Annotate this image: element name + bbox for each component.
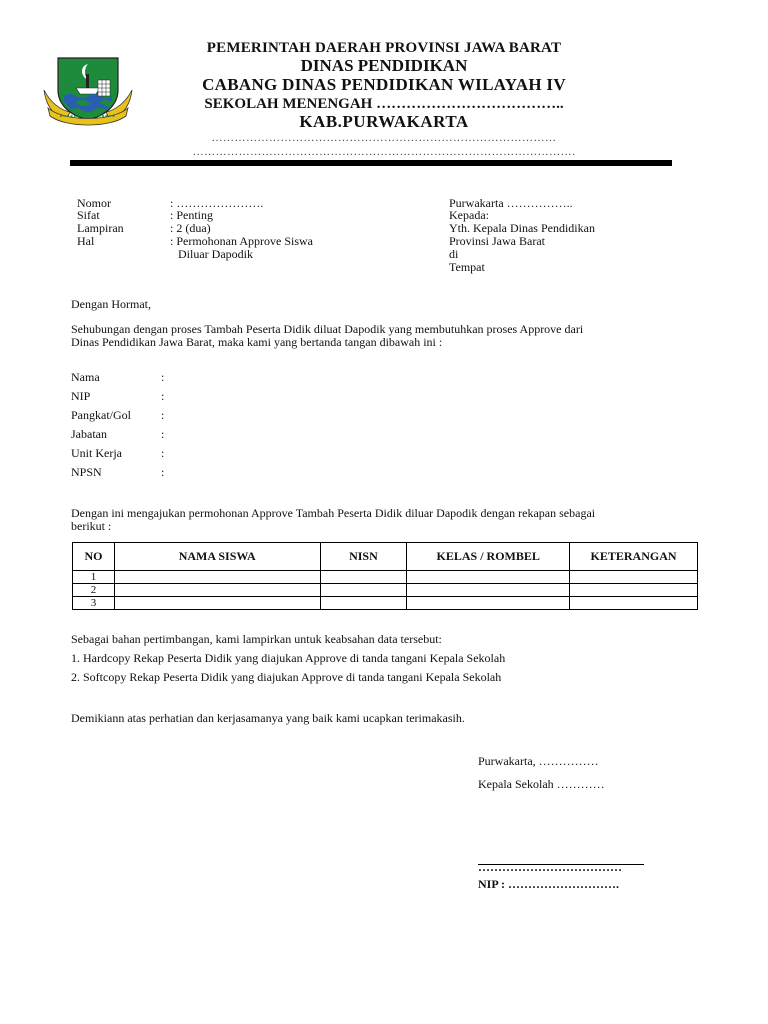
attachment-item-2: 2. Softcopy Rekap Peserta Didik yang diajukan Approve di tanda tangani Kepala Sekolah <box>71 670 502 684</box>
cell-nisn <box>320 571 407 584</box>
signature-title: Kepala Sekolah ………… <box>478 777 605 791</box>
table-header-keterangan: KETERANGAN <box>570 543 698 571</box>
sifat-value: : Penting <box>170 208 214 222</box>
field-colon: : <box>161 446 165 460</box>
field-label-unit-kerja: Unit Kerja <box>71 446 122 460</box>
attachment-item-1: 1. Hardcopy Rekap Peserta Didik yang diajukan Approve di tanda tangani Kepala Sekolah <box>71 651 506 665</box>
recipient-tempat: Tempat <box>449 260 485 274</box>
table-header-no: NO <box>73 543 115 571</box>
cell-nisn <box>320 597 407 610</box>
signature-underline <box>478 864 644 865</box>
row-number: 1 <box>73 571 115 584</box>
attachment-intro: Sebagai bahan pertimbangan, kami lampirkan untuk keabsahan data tersebut: <box>71 632 442 646</box>
cell-nama <box>114 584 320 597</box>
hal-label: Hal <box>77 234 95 248</box>
cell-keterangan <box>570 584 698 597</box>
field-colon: : <box>161 408 165 422</box>
recipient-di: di <box>449 247 459 261</box>
intro-paragraph-line1: Sehubungan dengan proses Tambah Peserta Didik diluat Dapodik yang membutuhkan proses Approve dari <box>71 322 584 336</box>
row-number: 2 <box>73 584 115 597</box>
signature-nip: NIP : ………………………. <box>478 877 619 891</box>
row-number: 3 <box>73 597 115 610</box>
sifat-label: Sifat <box>77 208 100 222</box>
hal-value-continued: Diluar Dapodik <box>178 247 253 261</box>
letterhead-divider <box>70 160 672 166</box>
signature-name-line: ……………………………… <box>478 860 622 874</box>
letterhead-branch: CABANG DINAS PENDIDIKAN WILAYAH IV <box>202 75 566 94</box>
cell-nama <box>114 571 320 584</box>
table-header-nama-siswa: NAMA SISWA <box>114 543 320 571</box>
letterhead-government: PEMERINTAH DAERAH PROVINSI JAWA BARAT <box>206 40 562 56</box>
table-header-kelas-rombel: KELAS / ROMBEL <box>407 543 570 571</box>
nomor-value: : …………………. <box>170 196 264 210</box>
signature-place-date: Purwakarta, …………… <box>478 754 599 768</box>
request-paragraph-line1: Dengan ini mengajukan permohonan Approve Tambah Peserta Didik diluar Dapodik dengan rekapan sebagai <box>71 506 596 520</box>
letterhead-school: SEKOLAH MENENGAH ……………………………….. <box>204 96 564 112</box>
field-label-nama: Nama <box>71 370 100 384</box>
lampiran-label: Lampiran <box>77 221 124 235</box>
cell-keterangan <box>570 597 698 610</box>
greeting: Dengan Hormat, <box>71 297 151 311</box>
field-colon: : <box>161 389 165 403</box>
cell-nisn <box>320 584 407 597</box>
field-label-jabatan: Jabatan <box>71 427 107 441</box>
table-row <box>73 597 698 610</box>
field-colon: : <box>161 427 165 441</box>
cell-keterangan <box>570 571 698 584</box>
table-row <box>73 571 698 584</box>
table-header-row <box>73 543 698 571</box>
field-colon: : <box>161 370 165 384</box>
recipient-kepada: Kepada: <box>449 208 489 222</box>
lampiran-value: : 2 (dua) <box>170 221 211 235</box>
cell-kelas <box>407 584 570 597</box>
cell-kelas <box>407 571 570 584</box>
recipient-province: Provinsi Jawa Barat <box>449 234 545 248</box>
field-label-npsn: NPSN <box>71 465 102 479</box>
student-table <box>72 542 698 610</box>
field-label-nip: NIP <box>71 389 91 403</box>
field-label-pangkat: Pangkat/Gol <box>71 408 131 422</box>
request-paragraph-line2: berikut : <box>71 519 112 533</box>
letterhead-contact-line: ………………………………………………………………………………………. <box>192 146 576 158</box>
intro-paragraph-line2: Dinas Pendidikan Jawa Barat, maka kami yang bertanda tangan dibawah ini : <box>71 335 443 349</box>
recipient-name: Yth. Kepala Dinas Pendidikan <box>449 221 595 235</box>
hal-value: : Permohonan Approve Siswa <box>170 234 313 248</box>
letterhead-agency: DINAS PENDIDIKAN <box>300 56 468 75</box>
closing-sentence: Demikiann atas perhatian dan kerjasamanya yang baik kami ucapkan terimakasih. <box>71 711 465 725</box>
table-header-nisn: NISN <box>320 543 407 571</box>
header-place-date: Purwakarta …………….. <box>449 196 573 210</box>
table-row <box>73 584 698 597</box>
letterhead-regency: KAB.PURWAKARTA <box>299 112 469 131</box>
cell-kelas <box>407 597 570 610</box>
field-colon: : <box>161 465 165 479</box>
letterhead-address-line: ……………………………………………………………………………… <box>211 132 557 144</box>
nomor-label: Nomor <box>77 196 111 210</box>
cell-nama <box>114 597 320 610</box>
